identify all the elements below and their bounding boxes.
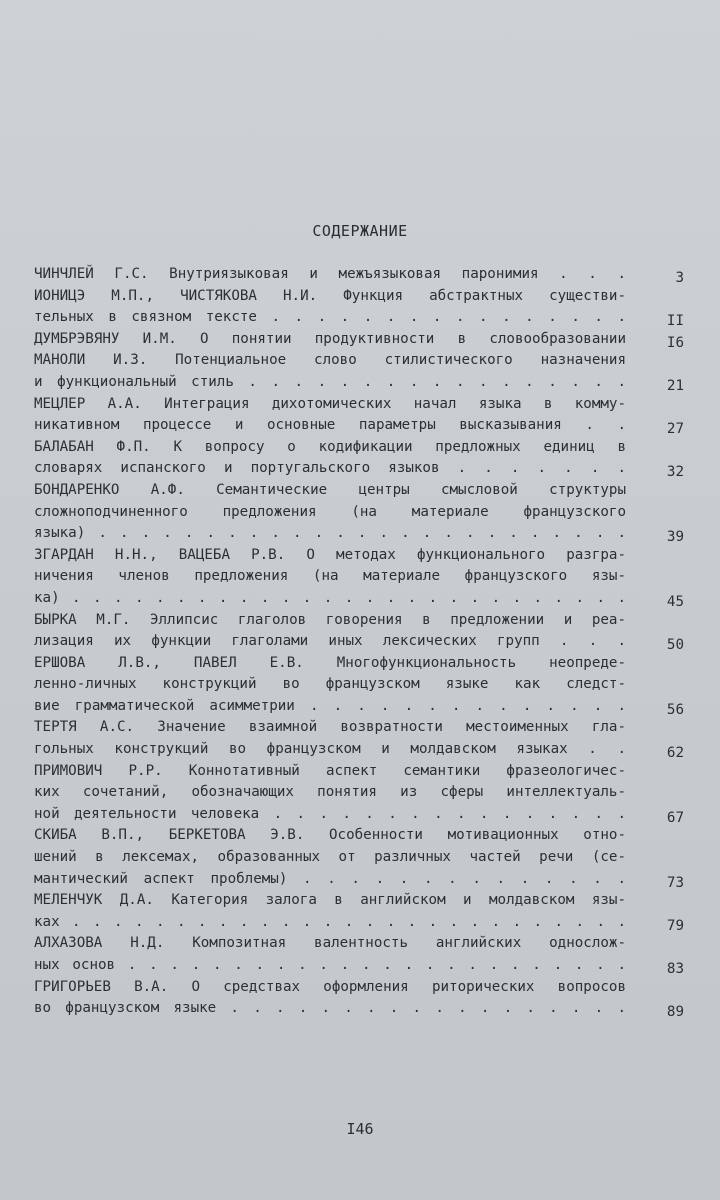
toc-entry-line: во французском языке . . . . . . . . . . . . . . . . . . <box>34 1000 626 1017</box>
toc-page-number: I6 <box>666 334 684 351</box>
toc-page-number: 56 <box>666 701 684 718</box>
toc-page-number: 39 <box>666 529 684 546</box>
toc-entry-line: ЕРШОВА Л.В., ПАВЕЛ Е.В. Многофункциональность неопреде- <box>34 654 626 671</box>
toc-entry-line: МЕЦЛЕР А.А. Интеграция дихотомических начал языка в комму- <box>34 395 626 412</box>
toc-entry-line: ТЕРТЯ А.С. Значение взаимной возвратности местоименных гла- <box>34 719 626 736</box>
toc-entry <box>34 653 684 718</box>
toc-page-number: 83 <box>666 961 684 977</box>
toc-entry-line: ка) . . . . . . . . . . . . . . . . . . . . . . . . . . . <box>34 589 626 606</box>
toc-page-number: 89 <box>666 1004 684 1021</box>
toc-entry <box>34 933 684 976</box>
toc-entry-line: ничения членов предложения (на материале французского язы- <box>34 568 626 585</box>
toc-entry-line: шений в лексемах, образованных от различных частей речи (се- <box>34 849 626 866</box>
toc-entry-line: никативном процессе и основные параметры высказывания . . <box>34 417 626 434</box>
toc-page-number: 62 <box>666 745 684 762</box>
toc-entry <box>34 890 684 933</box>
toc-entry-line: словарях испанского и португальского языков . . . . . . . <box>34 460 626 477</box>
toc-entry <box>34 329 684 351</box>
toc-entry-line: ЗГАРДАН Н.Н., ВАЦЕБА Р.В. О методах функционального разгра- <box>34 546 626 563</box>
toc-entry <box>34 350 684 393</box>
toc-page-number: II <box>666 313 684 330</box>
toc-page-number: 79 <box>666 917 684 934</box>
page-number: I46 <box>346 1120 374 1138</box>
toc-entry-line: ПРИМОВИЧ Р.Р. Коннотативный аспект семантики фразеологичес- <box>34 762 626 779</box>
toc-entry-line: МАНОЛИ И.З. Потенциальное слово стилистического назначения <box>34 352 626 369</box>
toc-entry-line: лизация их функции глаголами иных лексических групп . . . <box>34 633 626 650</box>
toc-entry-line: БАЛАБАН Ф.П. К вопросу о кодификации предложных единиц в <box>34 438 626 455</box>
toc-entry <box>34 480 684 545</box>
toc-entry-line: ных основ . . . . . . . . . . . . . . . . . . . . . . . . <box>34 957 626 973</box>
toc-entry-line: сложноподчиненного предложения (на материале французского <box>34 503 626 520</box>
toc-entry <box>34 717 684 760</box>
toc-entry-line: гольных конструкций во французском и молдавском языках . . <box>34 741 626 758</box>
toc-page-number: 67 <box>666 809 684 826</box>
toc-page-number: 45 <box>666 593 684 610</box>
toc-entry <box>34 286 684 329</box>
toc-entry-line: ДУМБРЭВЯНУ И.М. О понятии продуктивности в словообразовании <box>34 330 626 347</box>
page-title: СОДЕРЖАНИЕ <box>312 222 408 240</box>
toc-entry <box>34 610 684 653</box>
toc-entry <box>34 437 684 480</box>
toc-entry-line: языка) . . . . . . . . . . . . . . . . . . . . . . . . . <box>34 525 626 542</box>
toc-entry-line: тельных в связном тексте . . . . . . . . . . . . . . . . <box>34 309 626 326</box>
toc-entry <box>34 825 684 890</box>
toc-page-number: 3 <box>675 270 684 286</box>
toc-page-number: 50 <box>666 637 684 654</box>
toc-entry-line: вие грамматической асимметрии . . . . . . . . . . . . . . <box>34 697 626 714</box>
toc-entry-line: ГРИГОРЬЕВ В.А. О средствах оформления риторических вопросов <box>34 978 626 995</box>
toc-entry-line: ких сочетаний, обозначающих понятия из сферы интеллектуаль- <box>34 784 626 801</box>
toc-page-number: 27 <box>666 421 684 438</box>
table-of-contents <box>34 264 684 1020</box>
toc-entry-line: и функциональный стиль . . . . . . . . . . . . . . . . . <box>34 373 626 390</box>
toc-page-number: 32 <box>666 464 684 481</box>
toc-entry-line: СКИБА В.П., БЕРКЕТОВА Э.В. Особенности мотивационных отно- <box>34 827 626 844</box>
toc-entry-line: ленно-личных конструкций во французском языке как следст- <box>34 676 626 693</box>
toc-entry <box>34 761 684 826</box>
toc-entry <box>34 264 684 286</box>
toc-entry-line: БЫРКА М.Г. Эллипсис глаголов говорения в предложении и реа- <box>34 611 626 628</box>
toc-entry-line: БОНДАРЕНКО А.Ф. Семантические центры смысловой структуры <box>34 481 626 498</box>
toc-page-number: 73 <box>666 874 684 891</box>
toc-entry-line: ной деятельности человека . . . . . . . . . . . . . . . . <box>34 805 626 822</box>
toc-entry-line: ЧИНЧЛЕЙ Г.С. Внутриязыковая и межъязыковая паронимия . . . <box>34 266 626 282</box>
toc-entry-line: ках . . . . . . . . . . . . . . . . . . . . . . . . . . . <box>34 913 626 930</box>
toc-entry <box>34 977 684 1020</box>
toc-entry <box>34 394 684 437</box>
toc-entry-line: ИОНИЦЭ М.П., ЧИСТЯКОВА Н.И. Функция абстрактных существи- <box>34 287 626 304</box>
toc-entry <box>34 545 684 610</box>
toc-entry-line: мантический аспект проблемы) . . . . . . . . . . . . . . <box>34 870 626 887</box>
toc-entry-line: АЛХАЗОВА Н.Д. Композитная валентность английских однослож- <box>34 935 626 952</box>
toc-page-number: 21 <box>666 377 684 394</box>
toc-entry-line: МЕЛЕНЧУК Д.А. Категория залога в английском и молдавском язы- <box>34 892 626 909</box>
